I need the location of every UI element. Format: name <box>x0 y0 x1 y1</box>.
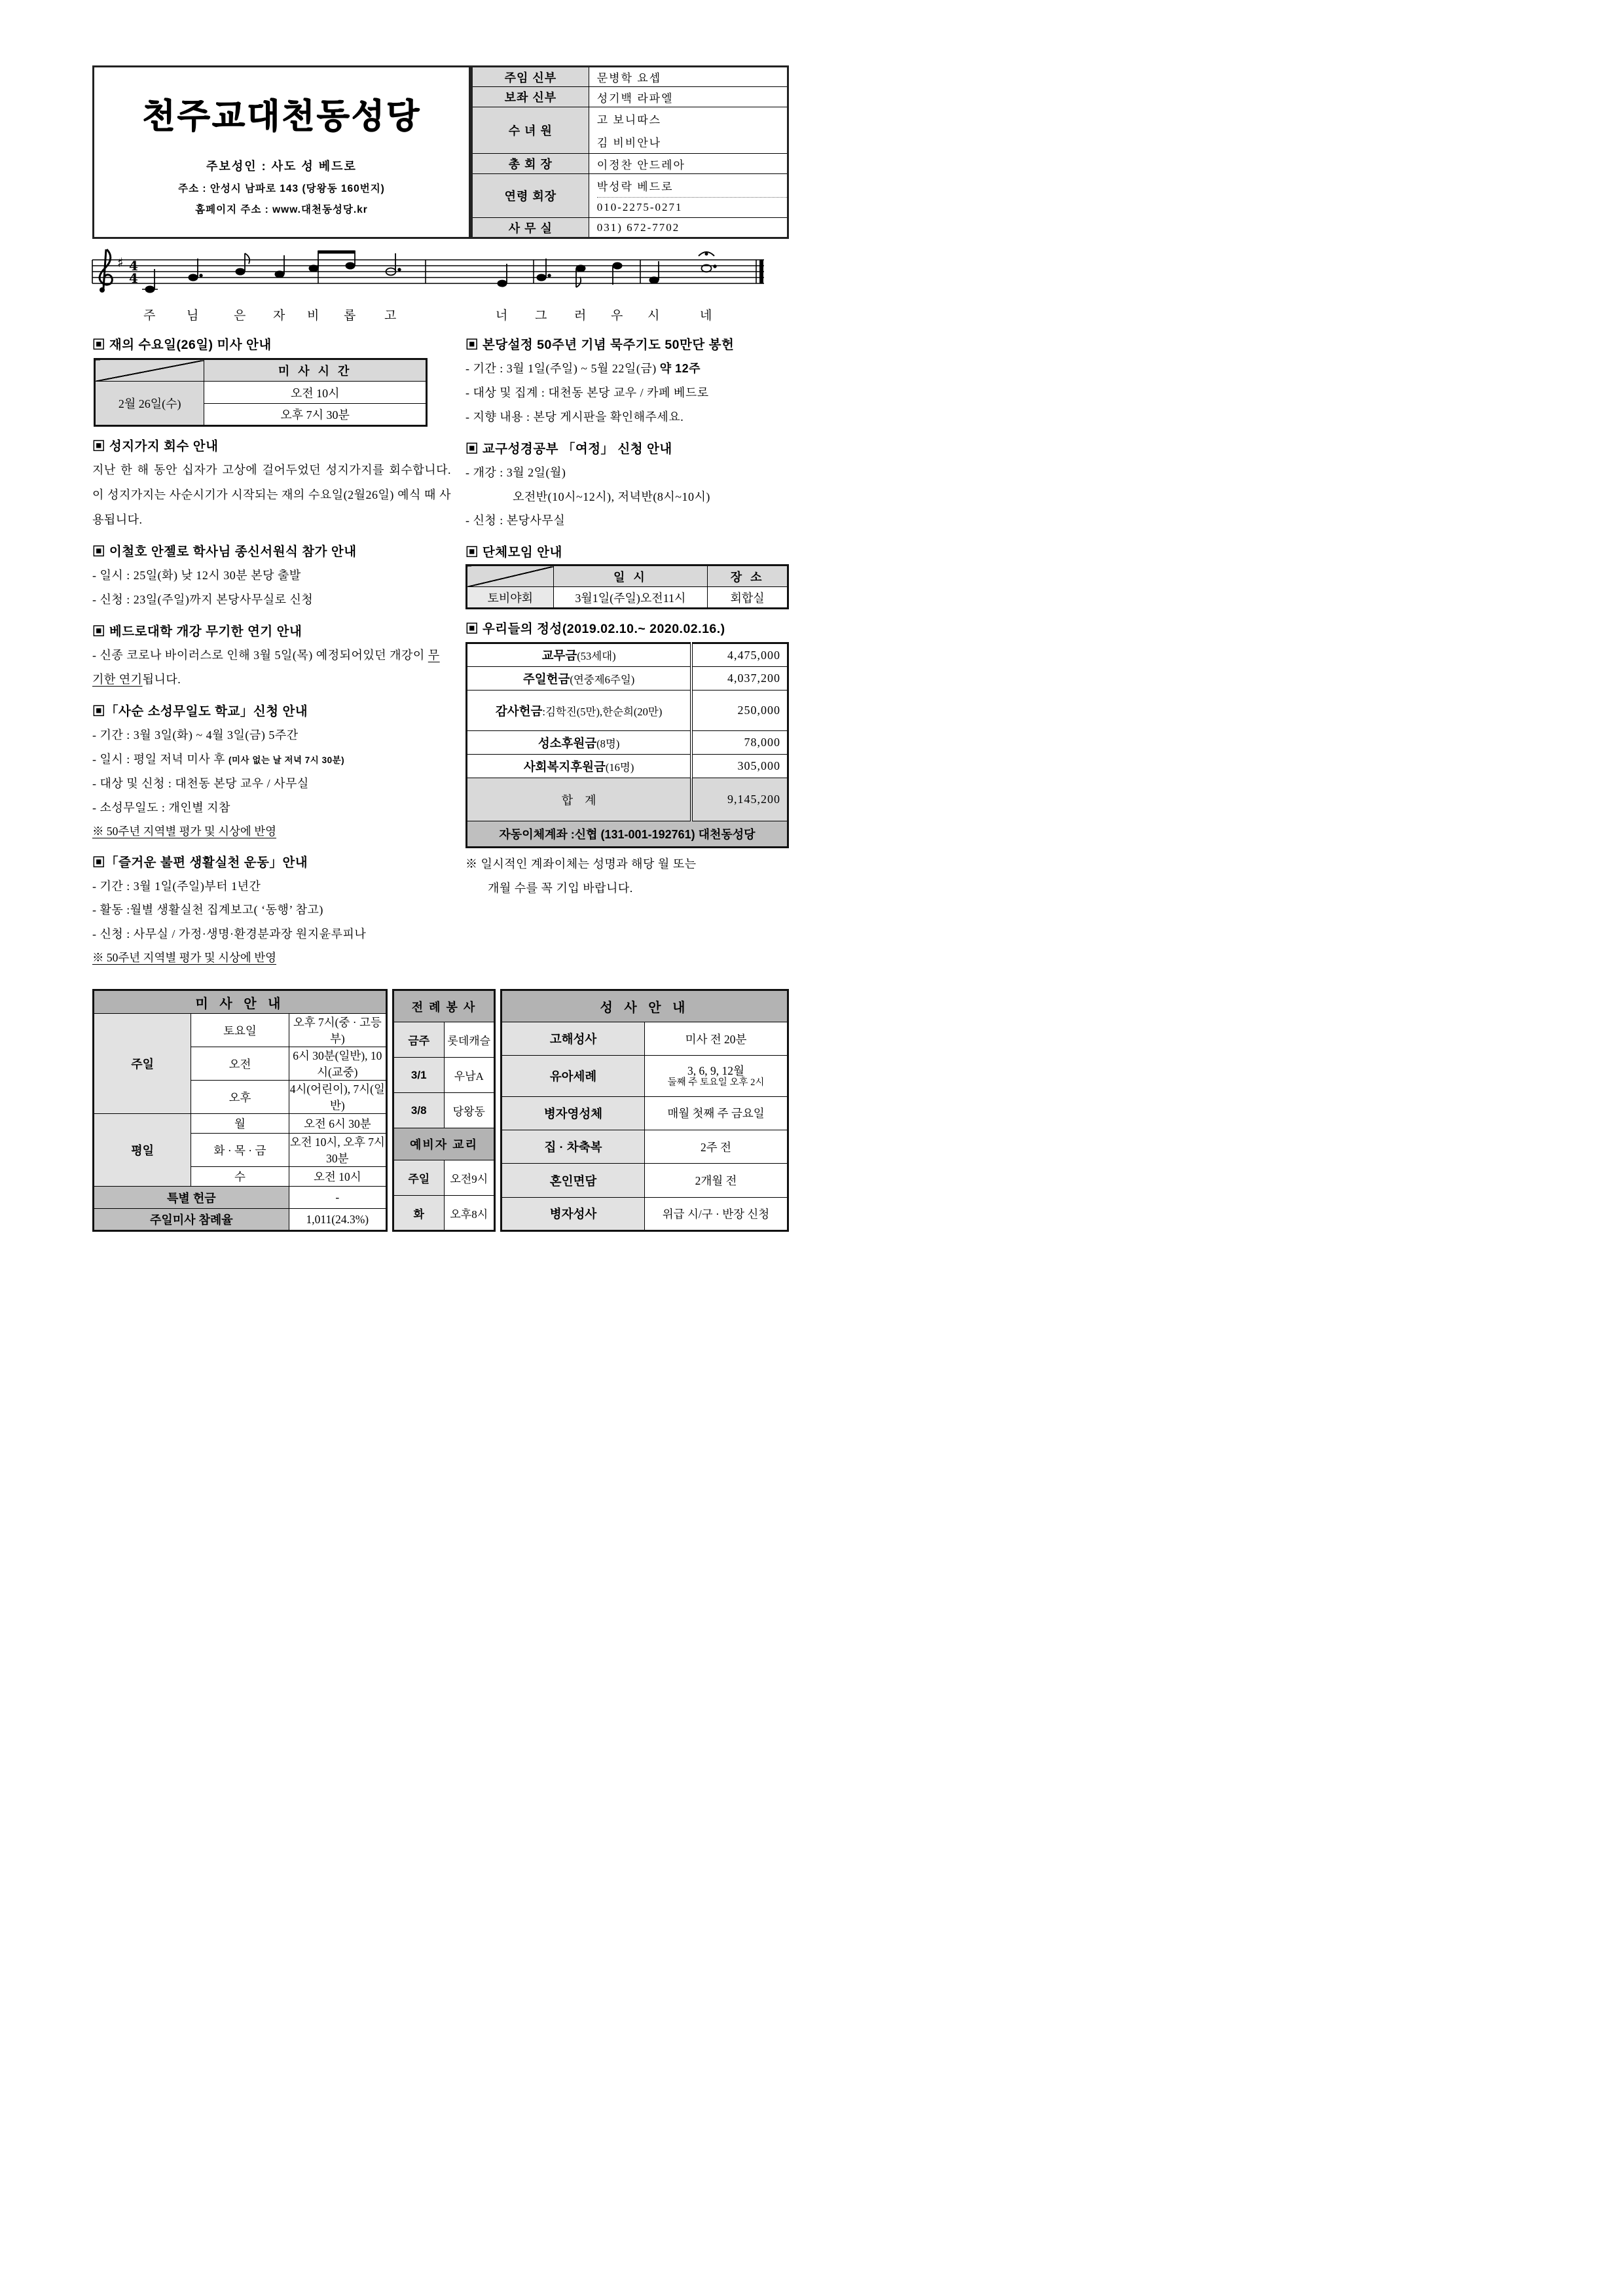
bold-text: 약 12주 <box>659 362 701 375</box>
time-cell: 6시 30분(일반), 10시(교중) <box>289 1047 386 1081</box>
table-row <box>393 1196 495 1231</box>
directory-value <box>589 174 788 218</box>
line-text: 됩니다. <box>142 673 181 687</box>
detail-line <box>465 357 789 381</box>
date-cell: 2월 26일(수) <box>95 382 204 426</box>
offering-amount-cell: 250,000 <box>691 691 788 731</box>
time-cell: 4시(어린이), 7시(일반) <box>289 1081 386 1114</box>
table-row <box>501 1130 788 1163</box>
time-cell: 오전 10시 <box>289 1167 386 1187</box>
directory-label: 사 무 실 <box>472 218 589 238</box>
baptism-time: 둘째 주 토요일 오후 2시 <box>667 1077 765 1088</box>
mass-time-header: 미 사 시 간 <box>204 359 427 382</box>
section-palm-branch-return <box>92 436 451 532</box>
transfer-note-line: ※ 일시적인 계좌이체는 성명과 해당 월 또는 <box>465 857 697 871</box>
section-title: ▣「즐거운 불편 생활실천 운동」안내 <box>92 855 308 870</box>
mass-time-cell: 오후 7시 30분 <box>204 404 427 426</box>
day-cell: 수 <box>191 1167 289 1187</box>
sacrament-label-cell: 혼인면담 <box>501 1164 645 1197</box>
address-line: 주소 : 안성시 남파로 143 (당왕동 160번지) <box>178 183 385 194</box>
lyric-syllable: 롭 <box>344 309 356 323</box>
detail-line <box>92 643 451 692</box>
datetime-header: 일 시 <box>553 565 708 587</box>
offering-name: 성소후원금 <box>538 736 597 750</box>
homepage-line: 홈페이지 주소 : www.대천동성당.kr <box>195 204 368 215</box>
day-cell: 오전 <box>191 1047 289 1081</box>
offering-name: 주일헌금 <box>522 672 570 686</box>
detail-line: - 개강 : 3월 2일(월) <box>465 465 566 479</box>
day-cell: 오후 <box>191 1081 289 1114</box>
section-lent-liturgy-school <box>92 701 451 843</box>
sunday-group-cell: 주일 <box>94 1014 191 1114</box>
section-title: ▣ 단체모임 안내 <box>465 545 562 560</box>
table-row <box>95 382 427 404</box>
baptism-months: 3, 6, 9, 12월 <box>687 1064 744 1078</box>
table-row <box>467 565 788 587</box>
line-text: - 일시 : 평일 저녁 미사 후 <box>92 752 228 766</box>
table-row <box>472 218 788 238</box>
evaluation-note: ※ 50주년 지역별 평가 및 시상에 반영 <box>92 951 277 965</box>
offering-detail: (8명) <box>596 737 620 750</box>
time-signature-top: 4 <box>129 258 138 274</box>
lyric-syllable: 고 <box>384 309 397 323</box>
day-cell: 월 <box>191 1114 289 1134</box>
detail-line: - 기간 : 3월 1일(주일)부터 1년간 <box>92 879 261 893</box>
offering-label-cell <box>467 691 692 731</box>
directory-value <box>589 107 788 154</box>
lyric-syllable: 주 <box>143 309 156 323</box>
time-cell: 오전 6시 30분 <box>289 1114 386 1134</box>
weekday-group-cell: 평일 <box>94 1114 191 1187</box>
section-title: ▣ 재의 수요일(26일) 미사 안내 <box>92 338 272 352</box>
sacrament-label-cell: 병자영성체 <box>501 1096 645 1130</box>
attendance-value: 1,011(24.3%) <box>289 1209 386 1231</box>
detail-line: - 기간 : 3월 3일(화) ~ 4월 3일(금) 5주간 <box>92 728 299 742</box>
mass-time-cell: 오전 10시 <box>204 382 427 404</box>
table-row <box>501 1056 788 1096</box>
table-row <box>393 1128 495 1160</box>
detail-line: - 신청 : 본당사무실 <box>465 514 566 528</box>
music-staff-image <box>83 245 776 304</box>
team-cell: 당왕동 <box>444 1093 495 1128</box>
offering-label-cell <box>467 755 692 778</box>
table-row <box>94 1114 387 1134</box>
sacrament-value-cell: 2개월 전 <box>645 1164 788 1197</box>
special-offering-value: - <box>289 1187 386 1209</box>
clergy-directory-table <box>471 65 789 239</box>
special-offering-label: 특별 헌금 <box>94 1187 289 1209</box>
detail-line: - 활동 :월별 생활실천 집계보고( ‘동행’ 참고) <box>92 903 323 917</box>
offering-name: 감사헌금 <box>495 704 543 718</box>
section-bible-study-yeojeong <box>465 439 789 533</box>
time-cell: 오후 7시(중 · 고등부) <box>289 1014 386 1047</box>
directory-label: 연령 회장 <box>472 174 589 218</box>
lyric-syllable: 자 <box>273 309 285 323</box>
section-final-vows <box>92 541 451 612</box>
table-row <box>94 990 387 1014</box>
lyric-syllable: 러 <box>574 309 587 323</box>
nun-name-1: 고 보니따스 <box>596 114 662 126</box>
catechism-day-cell: 주일 <box>393 1160 445 1195</box>
detail-line: - 대상 및 집계 : 대천동 본당 교우 / 카페 베드로 <box>465 386 709 399</box>
catechism-time-cell: 오후8시 <box>444 1196 495 1231</box>
sacrament-table <box>500 989 789 1232</box>
sacrament-table-title: 성 사 안 내 <box>501 990 788 1022</box>
bulletin-page <box>0 0 812 1251</box>
offering-amount-cell: 305,000 <box>691 755 788 778</box>
attendance-label: 주일미사 참례율 <box>94 1209 289 1231</box>
day-cell: 토요일 <box>191 1014 289 1047</box>
table-row <box>467 691 788 731</box>
diagonal-header-cell <box>95 359 204 382</box>
directory-label: 보좌 신부 <box>472 87 589 107</box>
sharp-sign: ♯ <box>117 255 124 270</box>
table-row <box>94 1014 387 1047</box>
table-row <box>501 1164 788 1197</box>
detail-line: - 소성무일도 : 개인별 지참 <box>92 800 230 814</box>
offering-name: 사회복지후원금 <box>523 759 606 774</box>
table-row <box>472 87 788 107</box>
lyric-syllable: 너 <box>496 309 508 323</box>
table-row <box>393 990 495 1022</box>
offering-label-cell <box>467 643 692 667</box>
lyric-syllable: 비 <box>307 309 319 323</box>
table-row <box>501 1022 788 1055</box>
offering-label-cell <box>467 667 692 691</box>
lyric-syllable: 그 <box>535 309 547 323</box>
group-name-cell: 토비야회 <box>467 587 554 609</box>
sacrament-value-cell: 매월 첫째 주 금요일 <box>645 1096 788 1130</box>
table-row <box>472 154 788 174</box>
sacrament-value-cell: 위급 시/구 · 반장 신청 <box>645 1197 788 1230</box>
section-peter-college-postponed <box>92 621 451 692</box>
church-title: 천주교대천동성당 <box>142 98 421 135</box>
detail-line: - 대상 및 신청 : 대천동 본당 교우 / 사무실 <box>92 776 309 790</box>
group-datetime-cell: 3월1일(주일)오전11시 <box>553 587 708 609</box>
lyric-syllable: 님 <box>187 309 199 323</box>
lyric-syllable: 시 <box>647 309 660 323</box>
detail-line: - 신청 : 23일(주일)까지 본당사무실로 신청 <box>92 593 314 607</box>
lyric-syllable: 은 <box>234 309 246 323</box>
sacrament-value-cell <box>645 1056 788 1096</box>
offering-amount-cell: 4,475,000 <box>691 643 788 667</box>
table-row <box>467 731 788 755</box>
liturgy-table-title: 전 례 봉 사 <box>393 990 495 1022</box>
week-label-cell: 금주 <box>393 1022 445 1057</box>
table-row <box>501 1096 788 1130</box>
section-title: ▣ 우리들의 정성(2019.02.10.~ 2020.02.16.) <box>465 622 725 637</box>
chair-phone: 010-2275-0271 <box>596 201 683 213</box>
section-title: ▣ 교구성경공부 「여정」 신청 안내 <box>465 441 672 456</box>
directory-label: 주임 신부 <box>472 67 589 87</box>
main-columns <box>92 334 789 978</box>
bottom-tables <box>92 989 789 1232</box>
right-column <box>465 334 789 978</box>
patron-saint-line: 주보성인 : 사도 성 베드로 <box>206 160 357 173</box>
week-label-cell: 3/8 <box>393 1093 445 1128</box>
directory-value: 성기백 라파엘 <box>589 87 788 107</box>
section-body: 지난 한 해 동안 십자가 고상에 걸어두었던 성지가지를 회수합니다. 이 성지가지는 사순시기가 시작되는 재의 수요일(2월26일) 예식 때 사용됩니다. <box>92 463 451 526</box>
table-row <box>94 1187 387 1209</box>
week-label-cell: 3/1 <box>393 1058 445 1093</box>
table-row <box>467 643 788 667</box>
detail-line: - 신청 : 사무실 / 가정·생명·환경분과장 원지윤루피나 <box>92 927 367 941</box>
table-row <box>467 778 788 821</box>
directory-value: 이정찬 안드레아 <box>589 154 788 174</box>
table-row <box>393 1160 495 1195</box>
church-info-box <box>92 65 471 239</box>
group-place-cell: 회합실 <box>708 587 788 609</box>
table-row <box>501 1197 788 1230</box>
auto-transfer-account: 자동이체계좌 :신협 (131-001-192761) 대천동성당 <box>467 821 788 848</box>
transfer-note-line: 개월 수를 꼭 기입 바랍니다. <box>488 882 633 895</box>
table-row <box>94 1209 387 1231</box>
detail-line: - 지향 내용 : 본당 게시판을 확인해주세요. <box>465 410 684 423</box>
sacrament-value-cell: 미사 전 20분 <box>645 1022 788 1055</box>
nun-name-2: 김 비비안나 <box>596 137 662 149</box>
table-row <box>472 67 788 87</box>
table-row <box>467 755 788 778</box>
evaluation-note: ※ 50주년 지역별 평가 및 시상에 반영 <box>92 824 277 838</box>
sacrament-label-cell: 고해성사 <box>501 1022 645 1055</box>
catechism-title: 예비자 교리 <box>393 1128 495 1160</box>
offering-detail: (16명) <box>605 761 634 774</box>
time-signature-bottom: 4 <box>129 270 138 286</box>
directory-value: 031) 672-7702 <box>589 218 788 238</box>
section-50th-anniversary-rosary <box>465 334 789 429</box>
table-row <box>501 990 788 1022</box>
masthead <box>92 65 789 239</box>
catechism-day-cell: 화 <box>393 1196 445 1231</box>
left-column <box>92 334 451 978</box>
section-title: ▣「사순 소성무일도 학교」신청 안내 <box>92 704 308 719</box>
team-cell: 우남A <box>444 1058 495 1093</box>
sacrament-label-cell: 유아세례 <box>501 1056 645 1096</box>
offerings-table <box>465 642 789 848</box>
section-title: ▣ 본당설정 50주년 기념 묵주기도 50만단 봉헌 <box>465 338 735 352</box>
detail-line: - 일시 : 25일(화) 낮 12시 30분 본당 출발 <box>92 569 301 583</box>
directory-label: 총 회 장 <box>472 154 589 174</box>
time-cell: 오전 10시, 오후 7시30분 <box>289 1134 386 1167</box>
table-row <box>467 587 788 609</box>
section-ash-wednesday-mass <box>92 334 451 427</box>
section-offerings <box>465 619 789 901</box>
group-meeting-table <box>465 564 789 609</box>
section-group-meetings <box>465 542 789 609</box>
ash-wednesday-mass-table <box>94 358 428 427</box>
underlined-text: 무기한 연기 <box>92 649 440 687</box>
directory-value: 문병학 요셉 <box>589 67 788 87</box>
mass-schedule-table <box>92 989 388 1232</box>
hymn-staff <box>83 245 776 332</box>
table-row <box>472 174 788 218</box>
offering-detail: :김학진(5만),한순희(20만) <box>542 705 663 718</box>
offering-name: 교무금 <box>541 649 577 663</box>
parenthetical-note: (미사 없는 날 저녁 7시 30분) <box>228 755 345 765</box>
table-row <box>393 1058 495 1093</box>
section-title: ▣ 이철호 안젤로 학사님 종신서원식 참가 안내 <box>92 545 357 560</box>
lyric-syllable: 우 <box>611 309 623 323</box>
section-pleasant-inconvenience <box>92 852 451 970</box>
detail-line <box>92 747 451 772</box>
sacrament-label-cell: 병자성사 <box>501 1197 645 1230</box>
bulletin-content <box>92 65 789 1232</box>
line-text: - 신종 코로나 바이러스로 인해 3월 5일(목) 예정되어있던 개강이 <box>92 649 428 662</box>
offering-detail: (53세대) <box>577 650 616 663</box>
directory-label: 수 녀 원 <box>472 107 589 154</box>
table-row <box>472 107 788 154</box>
offering-amount-cell: 4,037,200 <box>691 667 788 691</box>
diagonal-header-cell <box>467 565 554 587</box>
offering-label-cell <box>467 731 692 755</box>
detail-line: 오전반(10시~12시), 저녁반(8시~10시) <box>513 490 710 503</box>
mass-table-title: 미 사 안 내 <box>94 990 387 1014</box>
line-text: - 기간 : 3월 1일(주일) ~ 5월 22일(금) <box>465 362 660 375</box>
sacrament-label-cell: 집 · 차축복 <box>501 1130 645 1163</box>
section-title: ▣ 베드로대학 개강 무기한 연기 안내 <box>92 624 302 639</box>
section-title: ▣ 성지가지 회수 안내 <box>92 439 219 454</box>
table-row <box>95 359 427 382</box>
table-row <box>467 667 788 691</box>
chair-name: 박성락 베드로 <box>597 174 787 198</box>
table-row <box>467 821 788 848</box>
total-label-cell: 합 계 <box>467 778 692 821</box>
table-row <box>393 1022 495 1057</box>
lyric-syllable: 네 <box>700 309 712 323</box>
sacrament-value-cell: 2주 전 <box>645 1130 788 1163</box>
treble-clef-icon <box>100 249 112 293</box>
team-cell: 롯데캐슬 <box>444 1022 495 1057</box>
day-cell: 화 · 목 · 금 <box>191 1134 289 1167</box>
liturgy-service-table <box>392 989 496 1232</box>
offering-detail: (연중제6주일) <box>570 673 635 686</box>
total-amount-cell: 9,145,200 <box>691 778 788 821</box>
offering-amount-cell: 78,000 <box>691 731 788 755</box>
place-header: 장 소 <box>708 565 788 587</box>
table-row <box>393 1093 495 1128</box>
catechism-time-cell: 오전9시 <box>444 1160 495 1195</box>
